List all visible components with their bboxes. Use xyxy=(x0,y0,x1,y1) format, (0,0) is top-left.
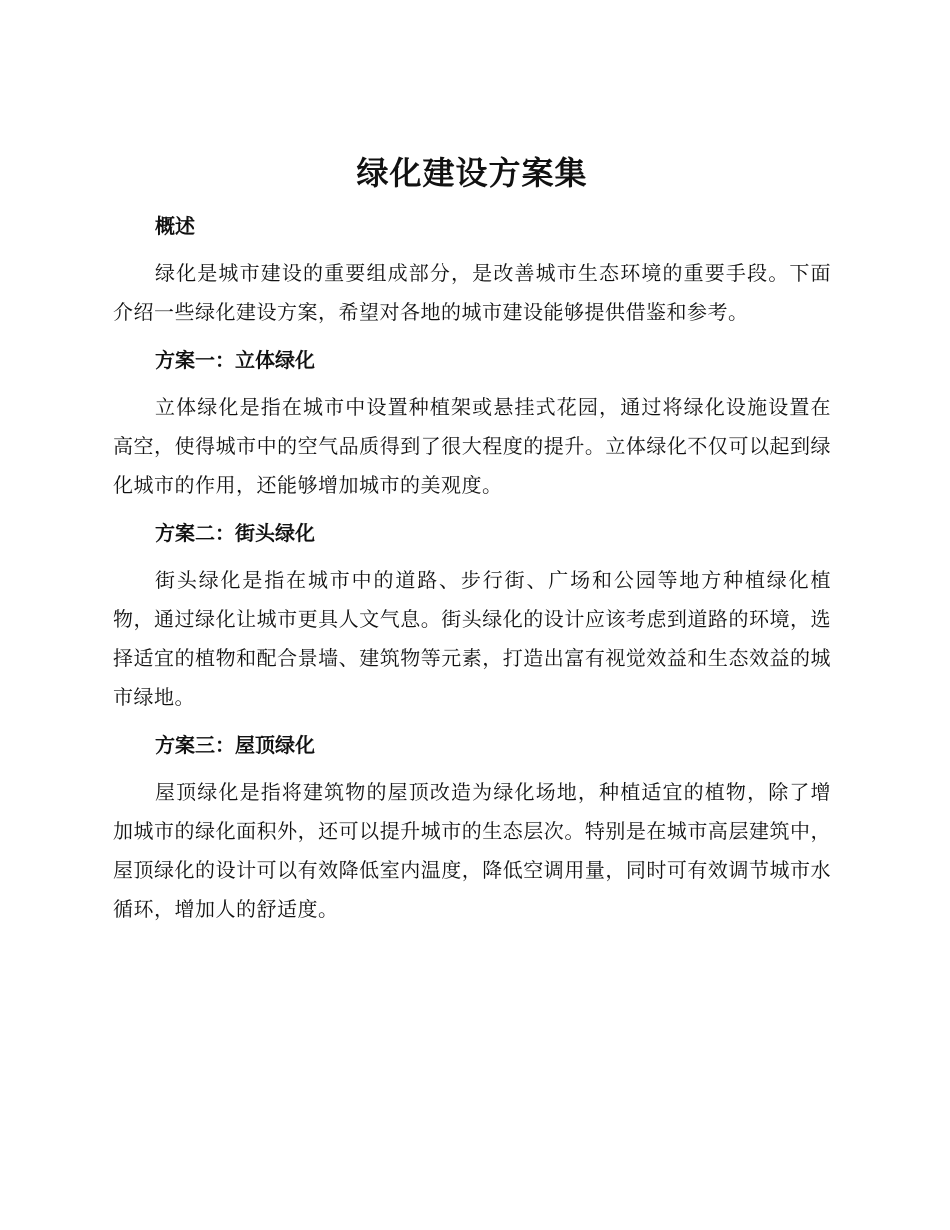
section-plan-one xyxy=(113,342,831,505)
section-heading: 方案一：立体绿化 xyxy=(155,348,315,372)
section-paragraph: 绿化是城市建设的重要组成部分，是改善城市生态环境的重要手段。下面介绍一些绿化建设方案，希望对各地的城市建设能够提供借鉴和参考。 xyxy=(113,261,831,324)
section-plan-three xyxy=(113,727,831,929)
document-title: 绿化建设方案集 xyxy=(356,154,588,192)
section-heading: 概述 xyxy=(155,214,195,238)
section-paragraph: 立体绿化是指在城市中设置种植架或悬挂式花园，通过将绿化设施设置在高空，使得城市中的空气品质得到了很大程度的提升。立体绿化不仅可以起到绿化城市的作用，还能够增加城市的美观度。 xyxy=(113,395,831,497)
section-heading: 方案二：街头绿化 xyxy=(155,521,315,545)
section-overview xyxy=(113,208,831,332)
document-page xyxy=(113,150,831,939)
section-plan-two xyxy=(113,515,831,717)
section-heading: 方案三：屋顶绿化 xyxy=(155,733,315,757)
section-paragraph: 街头绿化是指在城市中的道路、步行街、广场和公园等地方种植绿化植物，通过绿化让城市更具人文气息。街头绿化的设计应该考虑到道路的环境，选择适宜的植物和配合景墙、建筑物等元素，打造出富有视觉效益和生态效益的城市绿地。 xyxy=(113,568,831,709)
section-paragraph: 屋顶绿化是指将建筑物的屋顶改造为绿化场地，种植适宜的植物，除了增加城市的绿化面积外，还可以提升城市的生态层次。特别是在城市高层建筑中，屋顶绿化的设计可以有效降低室内温度，降低空调用量，同时可有效调节城市水循环，增加人的舒适度。 xyxy=(113,780,831,921)
